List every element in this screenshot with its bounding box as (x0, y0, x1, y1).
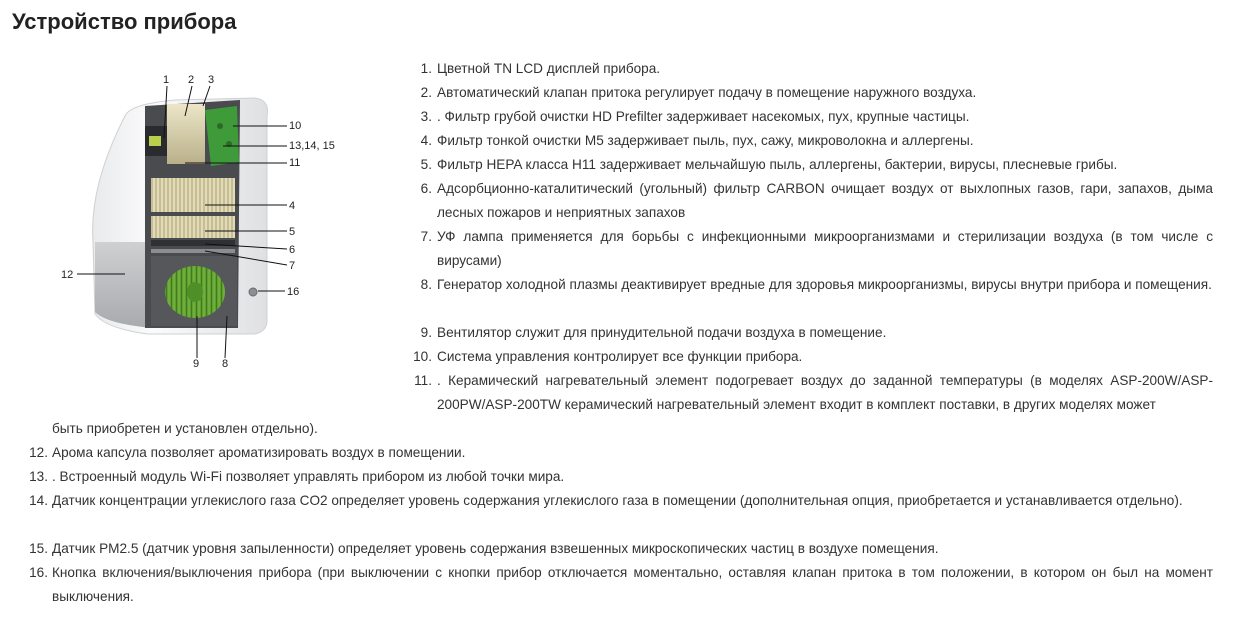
list-item-number: 13. (29, 469, 48, 484)
callout-12: 12 (61, 269, 74, 281)
list-item-text-continuation: быть приобретен и установлен отдельно). (52, 421, 318, 436)
callout-3: 3 (208, 74, 215, 86)
callout-6: 6 (289, 244, 296, 256)
list-item-text: Датчик концентрации углекислого газа CO2 определяет уровень содержания углекислого газа в помещении (дополнительная опция, приобретается и устанавливается отдельно). (52, 493, 1183, 508)
list-item-number: 9. (420, 325, 432, 340)
list-item-text: Цветной TN LCD дисплей прибора. (437, 61, 661, 76)
callout-13-14-15: 13,14, 15 (289, 140, 335, 152)
list-item-number: 10. (413, 349, 432, 364)
callout-16: 16 (287, 286, 300, 298)
list-item-number: 7. (420, 229, 432, 244)
uv-lamp (151, 249, 235, 253)
list-item-number: 14. (29, 493, 48, 508)
device-interior (145, 100, 240, 328)
filter-hepa (151, 216, 235, 238)
list-item-text: Автоматический клапан притока регулирует подачу в помещение наружного воздуха. (437, 85, 977, 100)
list-item-text: Датчик PM2.5 (датчик уровня запыленности) определяет уровень содержания взвешенных микроскопических частиц в воздухе помещения. (52, 541, 939, 556)
callout-4: 4 (289, 200, 296, 212)
list-item-number: 12. (29, 445, 48, 460)
list-item-text: . Фильтр грубой очистки HD Prefilter задерживает насекомых, пух, крупные частицы. (437, 109, 970, 124)
callout-5: 5 (289, 226, 296, 238)
list-item-number: 1. (420, 61, 432, 76)
list-item-number: 3. (420, 109, 432, 124)
callout-8: 8 (222, 358, 229, 370)
callout-10: 10 (289, 120, 302, 132)
page-title: Устройство прибора (12, 9, 237, 34)
list-item-text: . Встроенный модуль Wi-Fi позволяет управлять прибором из любой точки мира. (52, 469, 565, 484)
list-item-text: Адсорбционно-каталитический (угольный) фильтр CARBON очищает воздух от выхлопных газов, гари, запахов, дыма лесных пожаров и неприятных запахов (437, 181, 1213, 220)
list-item-number: 5. (420, 157, 432, 172)
callout-11: 11 (289, 157, 301, 169)
list-item-text: УФ лампа применяется для борьбы с инфекционными микроорганизмами и стерилизации воздуха (в том числе с вирусами) (437, 229, 1213, 268)
list-item-number: 16. (29, 565, 48, 580)
callout-1: 1 (163, 74, 170, 86)
callout-9: 9 (193, 358, 200, 370)
list-item-text: Система управления контролирует все функции прибора. (437, 349, 803, 364)
list-item-number: 6. (420, 181, 432, 196)
list-item-number: 8. (420, 277, 432, 292)
list-item-text: Арома капсула позволяет ароматизировать воздух в помещении. (52, 445, 466, 460)
callout-2: 2 (188, 74, 195, 86)
control-board (205, 106, 239, 166)
list-item-number: 4. (420, 133, 432, 148)
filter-m5 (151, 178, 235, 212)
callout-7: 7 (289, 260, 296, 272)
list-item-number: 11. (414, 373, 432, 388)
list-item-text: Кнопка включения/выключения прибора (при выключении с кнопки прибор отключается моментально, оставляя клапан притока в том положении, в котором он был на момент выключения. (52, 565, 1213, 604)
list-item-text: Фильтр тонкой очистки М5 задерживает пыль, пух, сажу, микроволокна и аллергены. (437, 133, 974, 148)
list-item-text: Вентилятор служит для принудительной подачи воздуха в помещение. (437, 325, 887, 340)
list-item-number: 15. (29, 541, 48, 556)
list-item-text: . Керамический нагревательный элемент подогревает воздух до заданной температуры (в моделях ASP-200W/ASP-200PW/ASP-200TW керамический нагревательный элемент входит в комплект поставки, в других моделях может (437, 373, 1213, 412)
list-item-number: 2. (420, 85, 432, 100)
list-item-text: Генератор холодной плазмы деактивирует вредные для здоровья микроорганизмы, вирусы внутри прибора и помещения. (437, 277, 1212, 292)
list-item-text: Фильтр HEPA класса H11 задерживает мельчайшую пыль, аллергены, бактерии, вирусы, плесневые грибы. (437, 157, 1118, 172)
device-diagram (55, 66, 355, 371)
power-button (249, 288, 257, 296)
